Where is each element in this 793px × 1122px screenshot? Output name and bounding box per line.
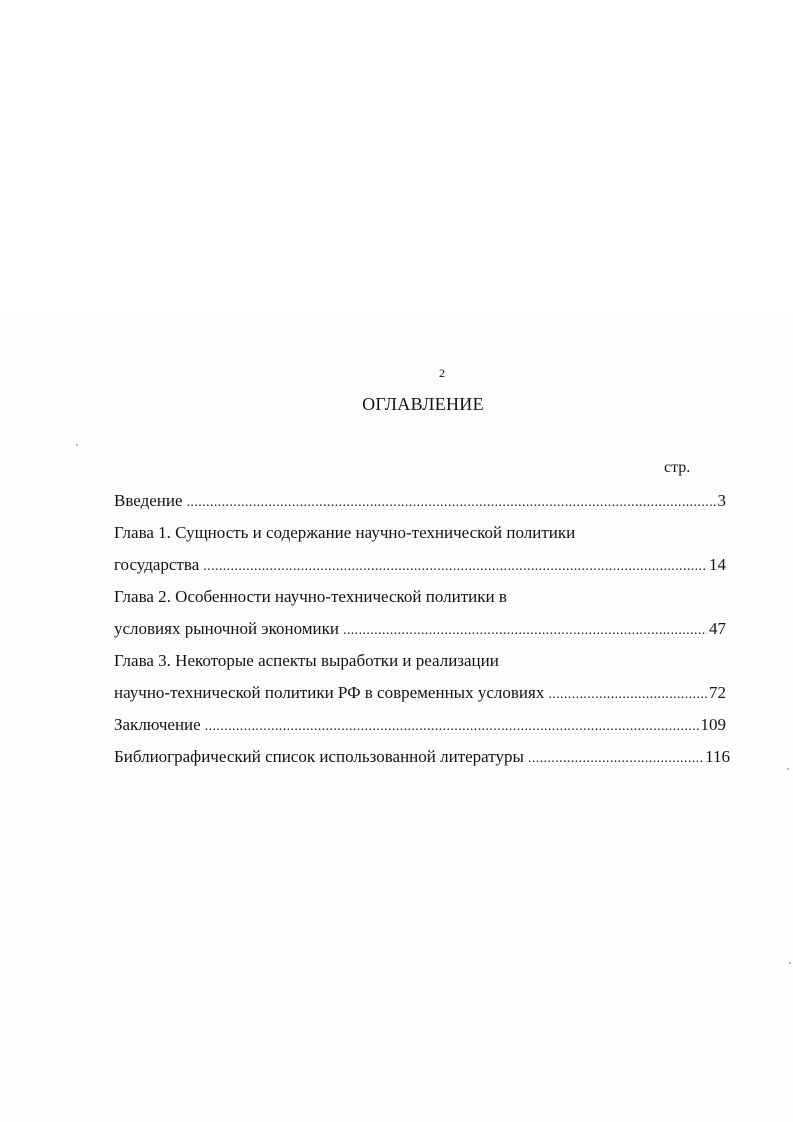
toc-entry-title-continued: научно-технической политики РФ в современных условиях (114, 683, 545, 702)
toc-entry-title: Глава 1. Сущность и содержание научно-технической политики (114, 523, 576, 542)
toc-entry-chapter-3-line-1 (114, 645, 726, 677)
toc-entry-title: Библиографический список использованной литературы (114, 747, 524, 766)
toc-entry-chapter-1-line-2 (114, 549, 726, 581)
toc-entry-page: 72 (709, 683, 726, 702)
toc-entry-page: 3 (717, 491, 726, 510)
scan-speck (76, 444, 78, 446)
toc-entry-page: 109 (700, 715, 726, 734)
toc-entry-chapter-1-line-1 (114, 517, 726, 549)
dot-leader (548, 679, 707, 709)
toc-entry-title-continued: государства (114, 555, 200, 574)
toc-entry-title: Введение (114, 491, 183, 510)
dot-leader (203, 551, 707, 581)
pages-column-label: стр. (664, 459, 691, 476)
toc-entry-title: Заключение (114, 715, 201, 734)
dot-leader (343, 615, 707, 645)
dot-leader (187, 487, 716, 517)
toc-entry-title: Глава 2. Особенности научно-технической политики в (114, 587, 507, 606)
toc-entry-chapter-2-line-2 (114, 613, 726, 645)
toc-entry-title-continued: условиях рыночной экономики (114, 619, 339, 638)
scan-speck (787, 768, 789, 770)
toc-entry-chapter-3-line-2 (114, 677, 726, 709)
toc-entry-title: Глава 3. Некоторые аспекты выработки и реализации (114, 651, 499, 670)
toc-entry-bibliography (114, 741, 730, 773)
table-of-contents (114, 485, 730, 773)
toc-entry-page: 116 (705, 747, 730, 766)
toc-entry-page: 47 (709, 619, 726, 638)
page-number: 2 (439, 366, 445, 380)
toc-title: ОГЛАВЛЕНИЕ (362, 394, 484, 414)
toc-entry-chapter-2-line-1 (114, 581, 726, 613)
toc-entry-introduction (114, 485, 726, 517)
toc-entry-page: 14 (709, 555, 726, 574)
scan-speck (789, 962, 791, 964)
dot-leader (528, 743, 703, 773)
dot-leader (205, 711, 699, 741)
toc-entry-conclusion (114, 709, 726, 741)
